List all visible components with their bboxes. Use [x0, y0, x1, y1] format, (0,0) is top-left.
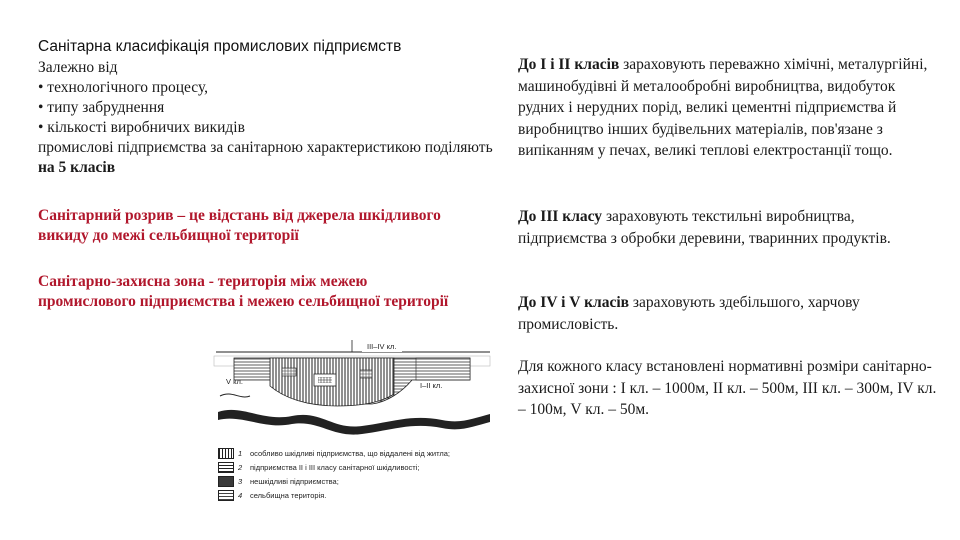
intro-paragraph	[38, 58, 508, 178]
class-3-paragraph	[518, 206, 938, 249]
legend-num: 2	[238, 463, 243, 472]
contour-line	[220, 394, 250, 397]
class-4-5-body: зараховують здебільшого, харчову промисловість.	[518, 294, 860, 333]
settlement-right	[416, 358, 470, 380]
legend-swatch	[218, 462, 234, 473]
intro-body: промислові підприємства за санітарною характеристикою поділяють	[38, 139, 493, 156]
legend-row	[218, 462, 420, 473]
legend-swatch	[218, 448, 234, 459]
intro-bullet: • технологічного процесу,	[38, 79, 209, 96]
intro-bullet: • типу забруднення	[38, 99, 165, 116]
class-1-2-head: До I і II класів	[518, 56, 620, 73]
legend-label: особливо шкідливі підприємства, що віддалені від житла;	[250, 449, 451, 458]
legend-row	[218, 448, 450, 459]
class-1-2-body: зараховують переважно хімічні, металургійні, машинобудівні й металообробні виробництва, видобуток рудних і нерудних порід, великі цементні підприємства й виробництво інших будівельних матеріалів, пов'язане з випіканням у печах, великі теплові електростанції тощо.	[518, 56, 928, 159]
class-1-2-paragraph	[518, 54, 938, 162]
legend-row	[218, 476, 339, 487]
definition-sanitary-gap: Санітарний розрив – це відстань від джерела шкідливого викиду до межі сельбищної території	[38, 207, 441, 244]
class-4-5-head: До IV і V класів	[518, 294, 630, 311]
class-3-head: До III класу	[518, 208, 603, 225]
legend-label: сельбищна територія.	[250, 491, 327, 500]
plant-block-small	[282, 368, 296, 376]
class-4-5-paragraph	[518, 292, 938, 335]
slide-title: Санітарна класифікація промислових підприємств	[38, 38, 402, 55]
legend-num: 1	[238, 449, 243, 458]
zone-diagram	[212, 334, 494, 446]
legend-swatch	[218, 476, 234, 487]
intro-bullet: • кількості виробничих викидів	[38, 119, 245, 136]
label-class-3-4: III–IV кл.	[367, 342, 397, 351]
definition-protection-zone: Санітарно-захисна зона - територія між межею промислового підприємства і межею сельбищної території	[38, 273, 449, 310]
legend-num: 4	[238, 491, 243, 500]
legend-num: 3	[238, 477, 243, 486]
norms-paragraph: Для кожного класу встановлені нормативні розміри санітарно-захисної зони : I кл. – 1000м, II кл. – 500м, III кл. – 300м, IV кл. – 100м, V кл. – 50м.	[518, 358, 937, 418]
legend-label: нешкідливі підприємства;	[250, 477, 339, 486]
plant-block-fill	[318, 377, 332, 383]
intro-emph: на 5 класів	[38, 159, 116, 176]
class-3-body: зараховують текстильні виробництва, підприємства з обробки деревини, тваринних продуктів.	[518, 208, 891, 247]
plant-block-small	[360, 370, 372, 378]
legend-swatch	[218, 490, 234, 501]
river	[218, 410, 490, 435]
intro-lead: Залежно від	[38, 59, 118, 76]
label-class-5: V кл.	[226, 377, 243, 386]
legend-row	[218, 490, 326, 501]
legend-label: підприємства II і III класу санітарної шкідливості;	[250, 463, 420, 472]
label-class-1-2: I–II кл.	[420, 381, 443, 390]
